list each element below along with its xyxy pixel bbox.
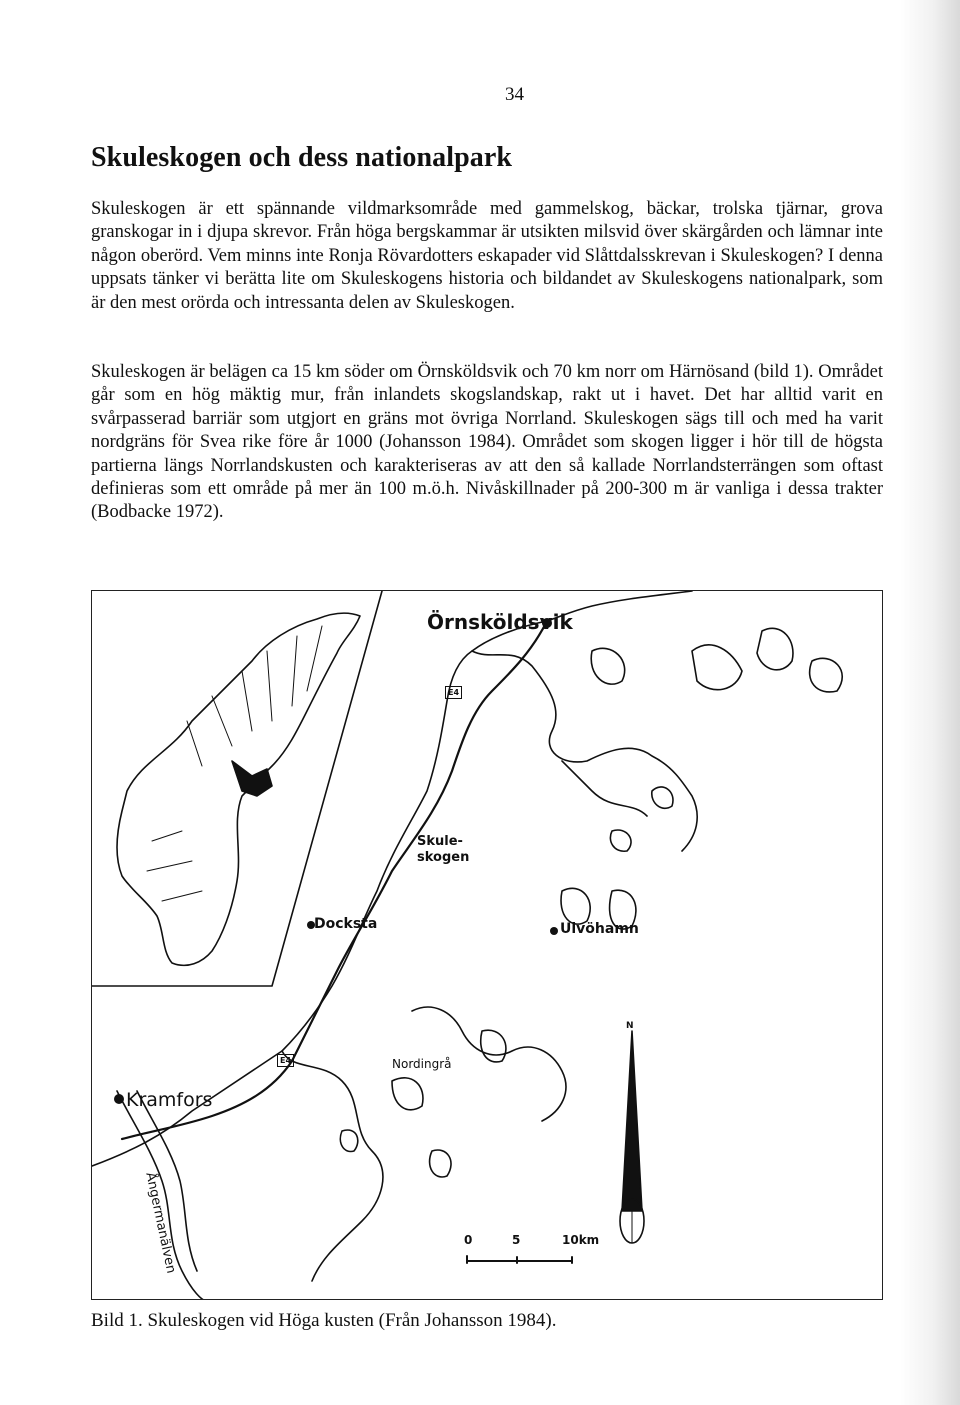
figure-caption: Bild 1. Skuleskogen vid Höga kusten (Från Johansson 1984). bbox=[91, 1310, 557, 1331]
inset-locator-mark bbox=[232, 761, 272, 796]
label-kramfors: Kramfors bbox=[126, 1089, 213, 1111]
scale-label-0: 0 bbox=[464, 1233, 473, 1247]
paragraph-2: Skuleskogen är belägen ca 15 km söder om Örnsköldsvik och 70 km norr om Härnösand (bild 1). Området går som en hög mäktig mur, från inlandets skogslandskap, rakt ut i havet. Det har alltid varit en svårpasserad barriär som utgjort en gräns mot övriga Norrland. Skuleskogen sägs till och med ha varit nordgräns för Svea rike före år 1000 (Johansson 1984). Området som skogen ligger i hör till de högsta partierna längs Norrlandskusten och karakteriseras av att den så kallade Norrlandsterrängen som oftast definieras som ett område på mer än 100 m.ö.h. Nivåskillnader på 200-300 m är vanliga i dessa trakter (Bodbacke 1972). bbox=[91, 362, 883, 523]
label-road-e4-north: E4 bbox=[445, 686, 462, 699]
label-docksta: Docksta bbox=[314, 916, 378, 932]
label-skuleskogen: Skule-skogen bbox=[417, 834, 470, 865]
map-drawing bbox=[92, 591, 883, 1300]
label-ornskoldsvik: Örnsköldsvik bbox=[427, 610, 573, 634]
inset-coastline bbox=[117, 613, 360, 965]
road-e4 bbox=[122, 621, 547, 1139]
scale-bar bbox=[467, 1256, 572, 1263]
coast-detail bbox=[472, 651, 697, 851]
label-road-e4-south: E4 bbox=[277, 1054, 294, 1067]
north-arrow-icon bbox=[622, 1031, 642, 1211]
label-angermanalven: Ångermanälven bbox=[142, 1171, 179, 1275]
mainland-coast bbox=[92, 591, 692, 1166]
label-nordingra: Nordingrå bbox=[392, 1057, 452, 1071]
page-edge-shadow bbox=[900, 0, 960, 1405]
paragraph-1: Skuleskogen är ett spännande vildmarksområde med gammelskog, bäckar, trolska tjärnar, grova granskogar in i djupa skrevor. Från höga bergskammar är utsikten milsvid över skärgården och lämnar inte någon oberörd. Vem minns inte Ronja Rövardotters eskapader vid Slåttdalsskrevan i Skuleskogen? I denna uppsats tänker vi berätta lite om Skuleskogens historia och bildandet av Skuleskogens nationalpark, som är den mest orörda och intressanta delen av Skuleskogen. bbox=[91, 199, 883, 313]
town-marker-icon bbox=[550, 927, 558, 935]
scale-label-5: 5 bbox=[512, 1233, 521, 1247]
scale-label-10km: 10km bbox=[562, 1233, 600, 1247]
label-north: N bbox=[626, 1021, 634, 1031]
islands bbox=[340, 628, 842, 1177]
page-title: Skuleskogen och dess nationalpark bbox=[91, 142, 513, 173]
page-number: 34 bbox=[505, 84, 524, 105]
town-marker-icon bbox=[114, 1094, 124, 1104]
label-ulvohamn: Ulvöhamn bbox=[560, 921, 639, 937]
map-figure bbox=[91, 590, 883, 1300]
coast-south bbox=[282, 1007, 566, 1281]
